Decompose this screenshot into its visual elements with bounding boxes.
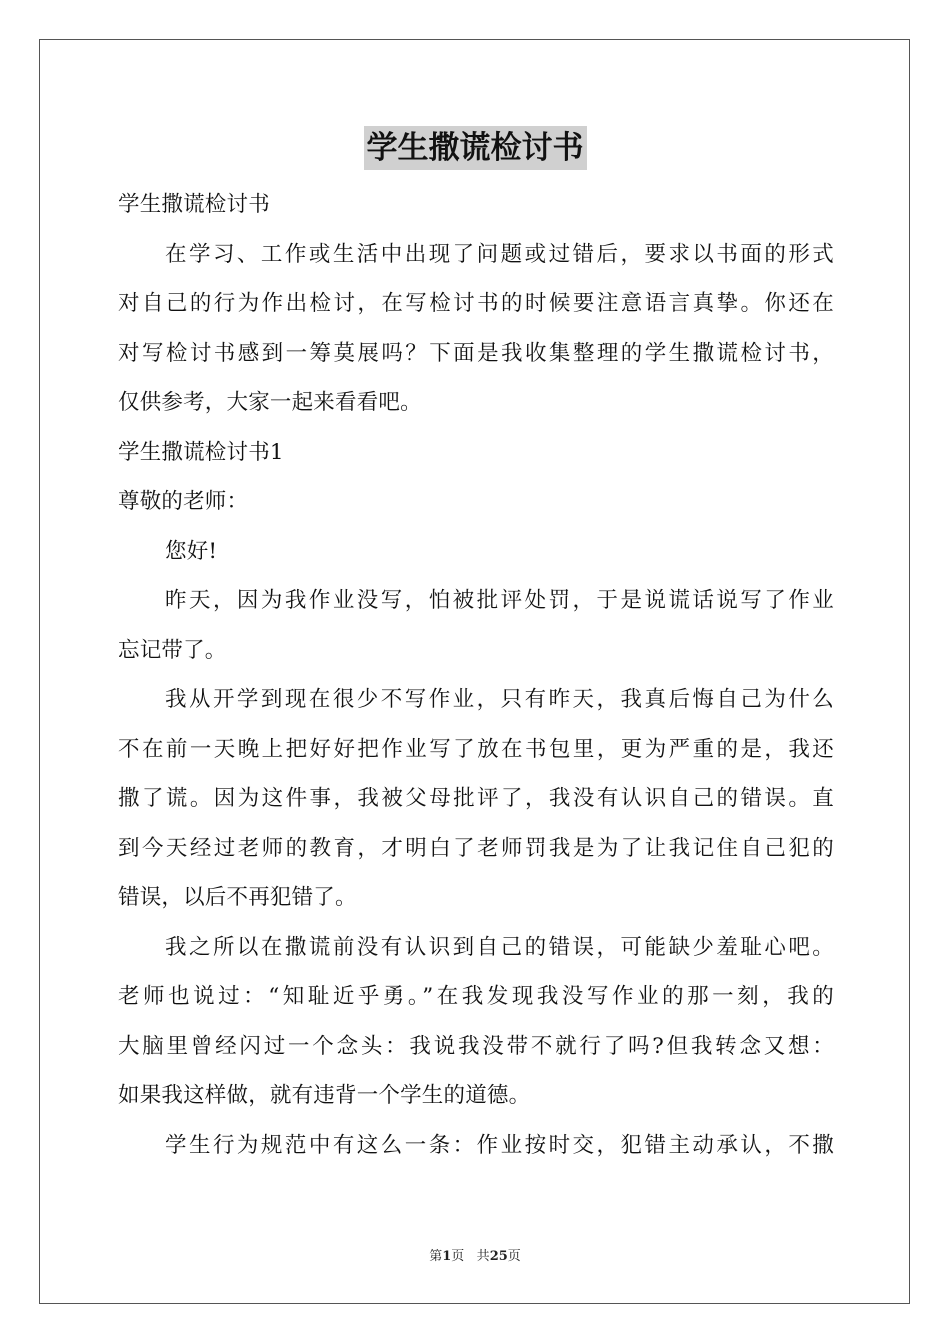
section-heading: 学生撒谎检讨书1 — [118, 439, 284, 465]
paragraph-line: 忘记带了。 — [118, 637, 227, 663]
paragraph-line: 我从开学到现在很少不写作业，只有昨天，我真后悔自己为什么 — [165, 687, 834, 712]
total-suffix: 页 — [507, 1249, 521, 1264]
document-body — [118, 180, 834, 1170]
total-prefix: 共 — [476, 1249, 490, 1264]
intro-line: 对写检讨书感到一筹莫展吗？下面是我收集整理的学生撒谎检讨书， — [118, 340, 834, 366]
intro-line: 仅供参考，大家一起来看看吧。 — [118, 390, 422, 415]
paragraph-line: 如果我这样做，就有违背一个学生的道德。 — [118, 1083, 531, 1108]
paragraph-line: 学生行为规范中有这么一条：作业按时交，犯错主动承认，不撒 — [165, 1132, 834, 1158]
intro-line: 对自己的行为作出检讨，在写检讨书的时候要注意语言真挚。你还在 — [118, 291, 834, 316]
page-number: 1 — [442, 1249, 452, 1264]
paragraph-line: 我之所以在撒谎前没有认识到自己的错误，可能缺少羞耻心吧。 — [165, 934, 834, 960]
title-container — [0, 126, 950, 170]
subtitle: 学生撒谎检讨书 — [118, 192, 270, 217]
salutation: 尊敬的老师： — [118, 489, 249, 514]
document-title: 学生撒谎检讨书 — [364, 126, 587, 170]
page-footer — [0, 1245, 950, 1264]
paragraph-line: 不在前一天晚上把好好把作业写了放在书包里，更为严重的是，我还 — [118, 736, 834, 762]
page-suffix: 页 — [451, 1249, 465, 1264]
paragraph-line: 错误，以后不再犯错了。 — [118, 885, 357, 910]
paragraph-line: 到今天经过老师的教育，才明白了老师罚我是为了让我记住自己犯的 — [118, 835, 834, 861]
greeting: 您好! — [165, 538, 218, 564]
paragraph-line: 大脑里曾经闪过一个念头：我说我没带不就行了吗?但我转念又想： — [118, 1033, 834, 1059]
paragraph-line: 老师也说过：“知耻近乎勇。”在我发现我没写作业的那一刻，我的 — [118, 984, 834, 1009]
intro-line: 在学习、工作或生活中出现了问题或过错后，要求以书面的形式 — [165, 241, 834, 267]
paragraph-line: 撒了谎。因为这件事，我被父母批评了，我没有认识自己的错误。直 — [118, 786, 834, 811]
page-prefix: 第 — [429, 1249, 443, 1264]
paragraph-line: 昨天，因为我作业没写，怕被批评处罚，于是说谎话说写了作业 — [165, 588, 834, 613]
total-pages: 25 — [489, 1249, 508, 1264]
